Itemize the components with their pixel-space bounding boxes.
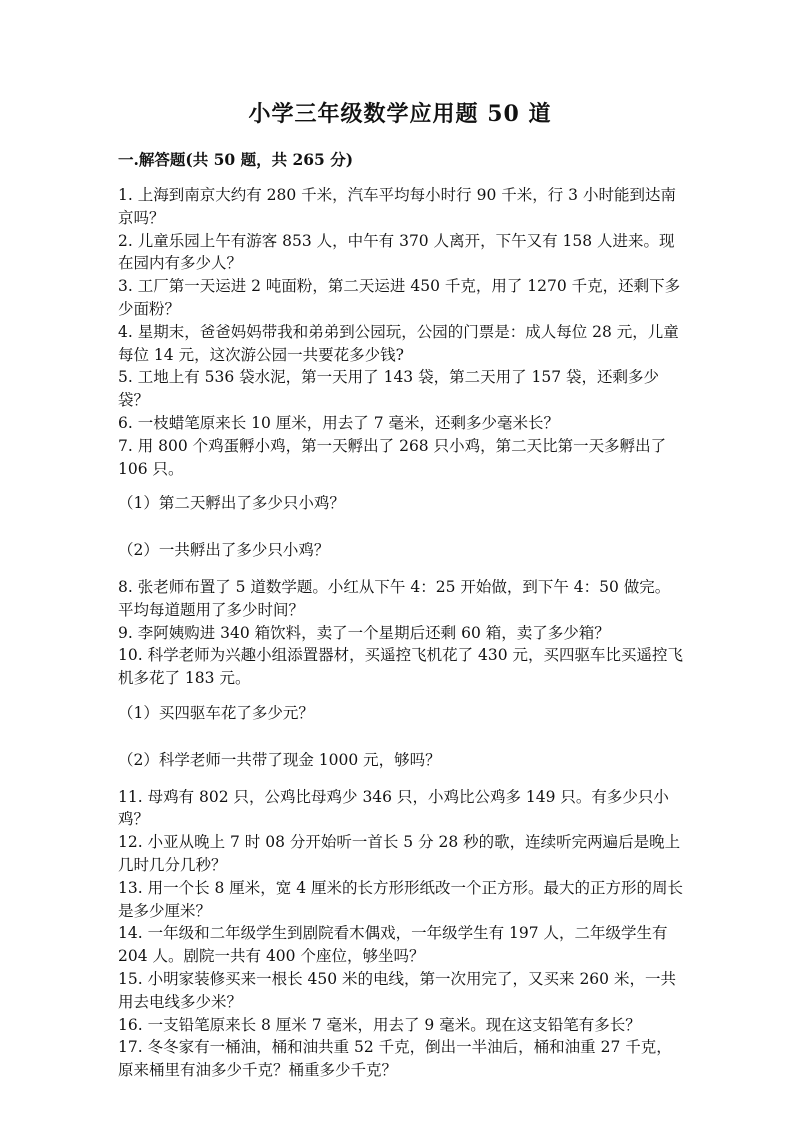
question-10: 10. 科学老师为兴趣小组添置器材，买遥控飞机花了 430 元，买四驱车比买遥控飞机多花了 183 元。 <box>118 646 684 688</box>
question-list <box>118 184 684 1082</box>
question-7-part-1: （1）第二天孵出了多少只小鸡？ <box>118 494 345 513</box>
question-12: 12. 小亚从晚上 7 时 08 分开始听一首长 5 分 28 秒的歌，连续听完两遍后是晚上几时几分几秒？ <box>118 833 681 874</box>
question-6: 6. 一枝蜡笔原来长 10 厘米，用去了 7 毫米，还剩多少毫米长？ <box>118 413 560 432</box>
question-9: 9. 李阿姨购进 340 箱饮料，卖了一个星期后还剩 60 箱，卖了多少箱？ <box>118 623 610 642</box>
question-11: 11. 母鸡有 802 只，公鸡比母鸡少 346 只，小鸡比公鸡多 149 只。有多少只小鸡？ <box>118 787 669 829</box>
question-16: 16. 一支铅笔原来长 8 厘米 7 毫米，用去了 9 毫米。现在这支铅笔有多长？ <box>118 1015 641 1034</box>
question-5: 5. 工地上有 536 袋水泥，第一天用了 143 袋，第二天用了 157 袋，还剩多少袋？ <box>118 368 660 410</box>
question-7-part-2: （2）一共孵出了多少只小鸡？ <box>118 541 330 560</box>
question-4: 4. 星期末，爸爸妈妈带我和弟弟到公园玩，公园的门票是：成人每位 28 元，儿童每位 14 元，这次游公园一共要花多少钱? <box>118 322 679 364</box>
question-10-part-1: （1）买四驱车花了多少元？ <box>118 703 314 722</box>
question-7: 7. 用 800 个鸡蛋孵小鸡，第一天孵出了 268 只小鸡，第二天比第一天多孵出了 106 只。 <box>118 436 667 478</box>
page-title: 小学三年级数学应用题 50 道 <box>248 101 552 127</box>
question-15: 15. 小明家装修买来一根长 450 米的电线，第一次用完了，又买来 260 米，一共用去电线多少米？ <box>118 969 676 1011</box>
question-1: 1. 上海到南京大约有 280 千米，汽车平均每小时行 90 千米，行 3 小时能到达南京吗？ <box>118 186 676 227</box>
question-13: 13. 用一个长 8 厘米，宽 4 厘米的长方形形纸改一个正方形。最大的正方形的周长是多少厘米？ <box>118 878 684 920</box>
question-8: 8. 张老师布置了 5 道数学题。小红从下午 4：25 开始做，到下午 4：50 做完。平均每道题用了多少时间？ <box>118 577 671 619</box>
question-14: 14. 一年级和二年级学生到剧院看木偶戏，一年级学生有 197 人，二年级学生有 204 人。剧院一共有 400 个座位，够坐吗？ <box>118 924 668 966</box>
question-2: 2. 儿童乐园上午有游客 853 人，中午有 370 人离开，下午又有 158 人进来。现在园内有多少人？ <box>118 231 675 273</box>
question-17: 17. 冬冬家有一桶油，桶和油共重 52 千克，倒出一半油后，桶和油重 27 千克，原来桶里有油多少千克？桶重多少千克？ <box>118 1038 672 1080</box>
section-heading: 一.解答题(共 50 题，共 265 分) <box>118 150 354 169</box>
question-10-part-2: （2）科学老师一共带了现金 1000 元，够吗？ <box>118 750 441 769</box>
question-3: 3. 工厂第一天运进 2 吨面粉，第二天运进 450 千克，用了 1270 千克，还剩下多少面粉？ <box>118 277 681 318</box>
